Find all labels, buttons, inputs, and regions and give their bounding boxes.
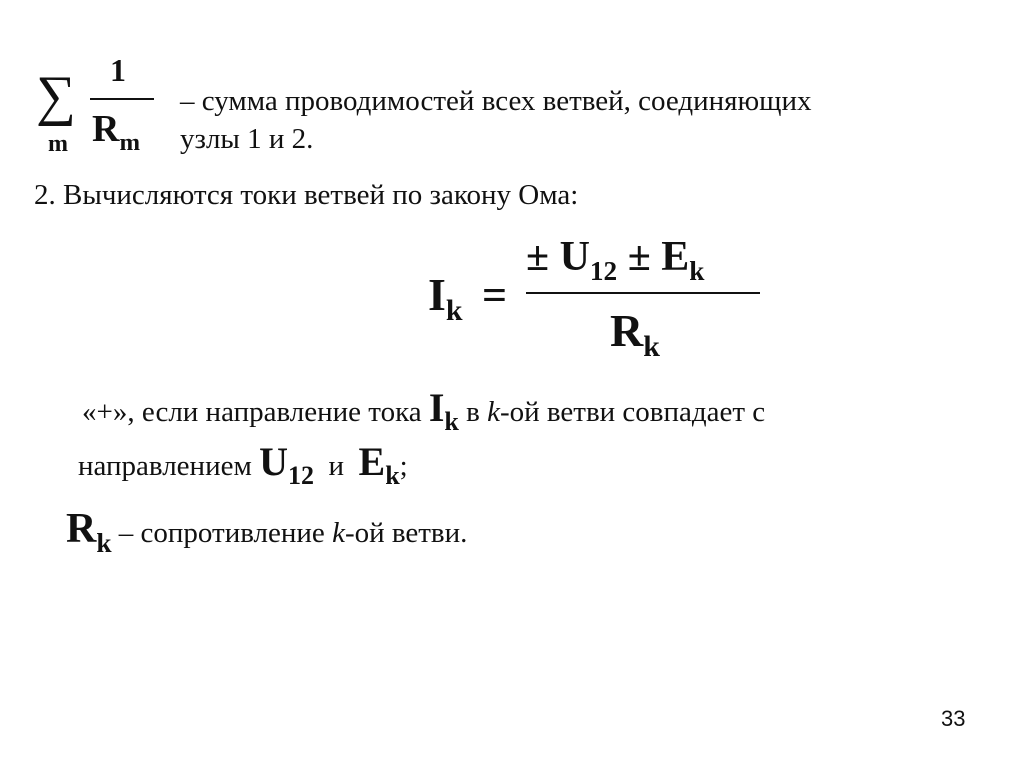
formula-numerator — [526, 234, 705, 286]
sign-rule-prefix: «+», если направление тока — [82, 396, 429, 428]
step2-text: 2. Вычисляются токи ветвей по закону Ома: — [34, 179, 579, 211]
current-symbol: $I_k$ — [428, 385, 459, 437]
numerator-u: U — [559, 234, 590, 280]
fraction-line — [90, 98, 154, 100]
numerator-e-subscript: k — [689, 255, 705, 286]
sum-formula — [30, 48, 180, 163]
formula-denominator — [610, 305, 660, 364]
sum-symbol: ∑ — [36, 65, 76, 127]
plus-minus-2: ± — [627, 234, 651, 280]
fraction-numerator: 1 — [110, 52, 126, 88]
and-text: и — [313, 450, 359, 482]
equals-sign: = — [482, 271, 508, 320]
plus-minus-1: ± — [526, 234, 550, 280]
sum-index: m — [48, 131, 68, 157]
denominator-symbol: R — [92, 108, 120, 150]
denominator-r: R — [610, 305, 644, 356]
denominator-r-subscript: k — [643, 330, 660, 364]
formula-fraction-line — [526, 292, 760, 294]
emf-symbol: $E_k$ — [358, 439, 400, 491]
formula-lhs — [428, 269, 463, 328]
fraction-denominator — [92, 108, 141, 156]
resistance-symbol: $R_k$ — [66, 506, 112, 558]
page-number: 33 — [941, 706, 966, 731]
numerator-e: E — [661, 234, 690, 280]
direction-text: направлением — [78, 450, 260, 482]
k-italic: k — [487, 396, 500, 428]
sum-description-line1: – сумма проводимостей всех ветвей, соединяющих — [180, 85, 812, 117]
numerator-u-subscript: 12 — [589, 255, 618, 286]
denominator-subscript: m — [119, 128, 141, 156]
lhs-subscript: k — [445, 294, 463, 328]
voltage-symbol: $U_{12}$ — [259, 439, 314, 491]
sign-rule-mid: в — [458, 396, 488, 428]
sign-rule-line2 — [78, 439, 408, 491]
semicolon: ; — [399, 450, 408, 482]
ohms-law-formula — [420, 232, 770, 372]
resistance-text-tail: -ой ветви. — [344, 517, 468, 549]
sign-rule-tail: -ой ветви совпадает с — [499, 396, 766, 428]
resistance-note — [66, 506, 468, 558]
sum-description-line2: узлы 1 и 2. — [180, 123, 314, 155]
k-italic-2: k — [332, 517, 345, 549]
lhs-symbol: I — [428, 269, 446, 320]
sign-rule-line1 — [82, 385, 766, 437]
resistance-text: – сопротивление — [111, 517, 333, 549]
